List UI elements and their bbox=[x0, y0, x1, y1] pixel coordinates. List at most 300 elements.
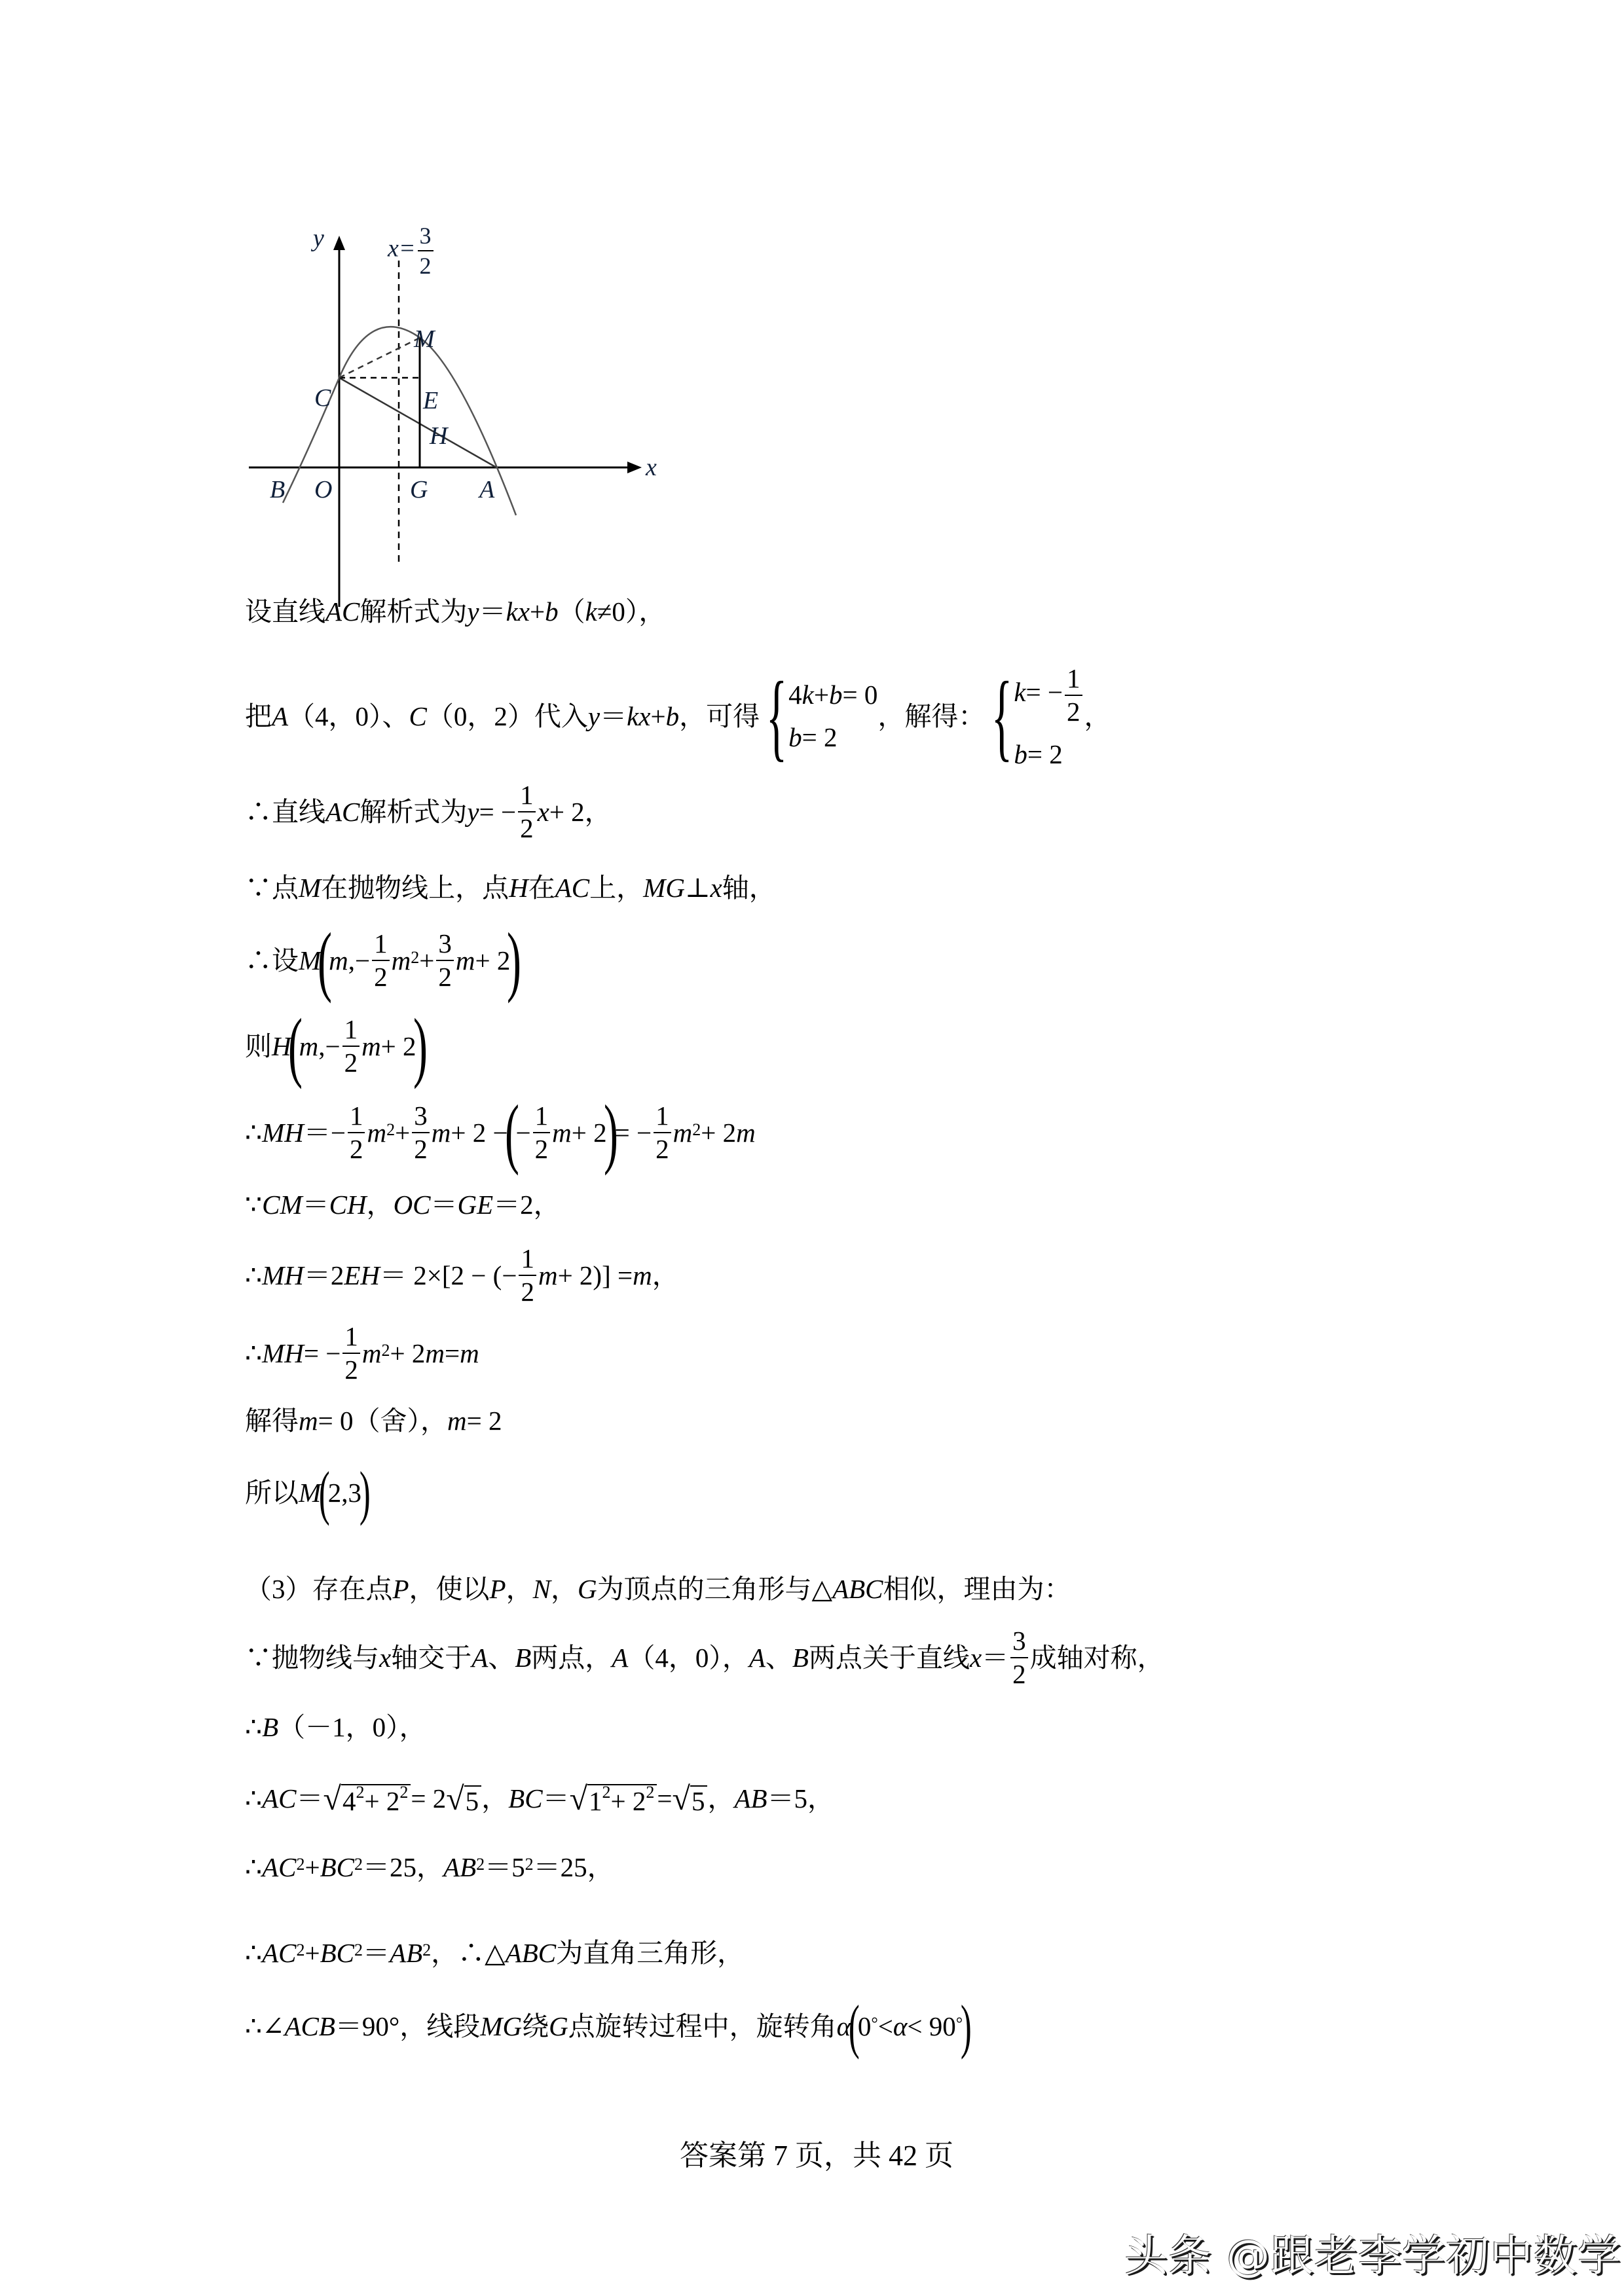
fraction bbox=[348, 1102, 365, 1163]
text-run: ＝ bbox=[302, 1189, 329, 1220]
text-run: ∴ bbox=[245, 1260, 263, 1290]
radical-sign: √ bbox=[323, 1780, 341, 1817]
solution-line bbox=[245, 1933, 744, 1973]
square-root bbox=[673, 1782, 708, 1815]
math-variable: x bbox=[710, 872, 722, 903]
fraction bbox=[436, 930, 454, 991]
denominator: 2 bbox=[414, 1134, 428, 1164]
sym-numerator: 3 bbox=[418, 224, 434, 251]
math-variable: AC bbox=[262, 1851, 297, 1882]
math-variable: m bbox=[673, 1117, 693, 1148]
diagram-svg bbox=[236, 196, 668, 615]
text-run: + 2 bbox=[610, 1786, 646, 1816]
superscript: 2 bbox=[476, 1855, 485, 1874]
system-row bbox=[788, 724, 877, 751]
text-run: = bbox=[657, 1783, 673, 1813]
text-run: ， bbox=[652, 1260, 679, 1290]
math-variable: MH bbox=[262, 1260, 304, 1290]
math-variable: C bbox=[409, 701, 427, 731]
math-variable: AC bbox=[325, 596, 360, 627]
fraction bbox=[654, 1102, 671, 1163]
text-run: ≠0）， bbox=[597, 596, 666, 627]
text-run: ＝ bbox=[542, 1783, 570, 1813]
equation-system bbox=[985, 662, 1084, 771]
superscript: 2 bbox=[692, 1120, 701, 1139]
big-paren: ( bbox=[287, 1002, 303, 1089]
solution-line bbox=[245, 662, 1111, 771]
math-variable: AC bbox=[262, 1937, 297, 1968]
text-run: + 2 bbox=[390, 1338, 426, 1368]
big-paren: ) bbox=[603, 1089, 618, 1176]
math-variable: k bbox=[585, 596, 597, 627]
symmetry-prefix: x= bbox=[388, 234, 416, 263]
superscript: 2 bbox=[296, 1941, 305, 1959]
y-axis-label: y bbox=[313, 225, 324, 252]
math-variable: A bbox=[748, 1642, 766, 1673]
math-variable: AB bbox=[390, 1937, 423, 1968]
math-variable: y bbox=[587, 701, 600, 731]
text-run: 则 bbox=[245, 1030, 272, 1061]
math-variable: CM bbox=[262, 1189, 303, 1220]
text-run: + 2， bbox=[549, 796, 612, 827]
math-variable: AC bbox=[555, 872, 590, 903]
radicand bbox=[464, 1785, 482, 1815]
math-variable: y bbox=[467, 596, 479, 627]
superscript: ° bbox=[871, 2014, 878, 2033]
text-run: ∴ bbox=[245, 1851, 263, 1882]
text-run: + bbox=[304, 1851, 320, 1882]
superscript: 2 bbox=[422, 1941, 432, 1959]
denominator: 2 bbox=[349, 1134, 363, 1164]
equation-system bbox=[760, 662, 878, 771]
text-run: ∴ bbox=[245, 1117, 263, 1148]
math-variable: m bbox=[299, 1405, 318, 1436]
text-run: 5 bbox=[691, 1786, 705, 1816]
math-variable: MG bbox=[480, 2011, 523, 2041]
text-run: 设直线 bbox=[245, 596, 325, 627]
point-A-label: A bbox=[479, 476, 495, 503]
math-variable: H bbox=[272, 1030, 291, 1061]
text-run: ∴∠ bbox=[245, 2011, 285, 2041]
text-run: ， bbox=[366, 1189, 394, 1220]
numerator: 3 bbox=[1010, 1628, 1028, 1658]
text-run: 把 bbox=[245, 701, 272, 731]
math-variable: x bbox=[969, 1642, 982, 1673]
text-run: ＝25， bbox=[363, 1851, 444, 1882]
point-M-label: M bbox=[414, 325, 435, 353]
math-variable: k bbox=[802, 680, 814, 710]
numerator: 1 bbox=[533, 1102, 551, 1133]
solution-line bbox=[245, 1459, 371, 1526]
math-variable: ACB bbox=[284, 2011, 335, 2041]
big-paren: ) bbox=[413, 1002, 428, 1089]
math-variable: m bbox=[391, 945, 411, 975]
text-run: 解析式为 bbox=[360, 596, 468, 627]
fraction bbox=[1010, 1628, 1028, 1688]
text-run: ＝5 bbox=[485, 1851, 525, 1882]
math-variable: P bbox=[489, 1573, 506, 1604]
paren: ) bbox=[961, 1993, 972, 2060]
text-run: = − bbox=[614, 1117, 652, 1148]
superscript: 2 bbox=[646, 1783, 655, 1802]
point-H-label: H bbox=[430, 422, 448, 450]
text-run: （0，2）代入 bbox=[426, 701, 588, 731]
math-variable: m bbox=[329, 945, 348, 975]
fraction bbox=[342, 1323, 360, 1383]
text-run: ＝2， bbox=[493, 1189, 561, 1220]
text-run: ＝ bbox=[479, 596, 506, 627]
text-run: 4 bbox=[342, 1786, 356, 1816]
system-row bbox=[788, 682, 877, 708]
denominator: 2 bbox=[520, 813, 534, 843]
text-run: 上， bbox=[589, 872, 644, 903]
text-run: 相似，理由为： bbox=[883, 1573, 1071, 1604]
text-run: = 2 bbox=[802, 722, 838, 752]
fraction bbox=[342, 1016, 360, 1076]
sym-denominator: 2 bbox=[419, 253, 432, 279]
superscript: 2 bbox=[525, 1855, 534, 1874]
radical-sign: √ bbox=[569, 1780, 588, 1817]
text-run: = 0 bbox=[842, 680, 878, 710]
superscript: 2 bbox=[354, 1941, 363, 1959]
text-run: ， bbox=[1084, 701, 1111, 731]
fraction bbox=[519, 1245, 536, 1305]
system-row bbox=[1014, 665, 1084, 725]
text-run: ,− bbox=[348, 945, 371, 975]
math-variable: b bbox=[545, 596, 559, 627]
math-variable: kx bbox=[506, 596, 530, 627]
page-footer: 答案第 7 页，共 42 页 bbox=[680, 2140, 953, 2172]
math-variable: MH bbox=[262, 1338, 304, 1368]
superscript: 2 bbox=[356, 1783, 365, 1802]
solution-line bbox=[245, 780, 612, 843]
text-run: ∴直线 bbox=[245, 796, 325, 827]
text-run: = 2 bbox=[1027, 738, 1063, 769]
text-run: 两点， bbox=[531, 1642, 612, 1673]
superscript: 2 bbox=[602, 1783, 611, 1802]
math-variable: B bbox=[515, 1642, 532, 1673]
math-variable: x bbox=[379, 1642, 392, 1673]
solution-line bbox=[245, 868, 776, 907]
text-run: 解析式为 bbox=[360, 796, 468, 827]
solution-line bbox=[245, 592, 665, 631]
text-run: 在 bbox=[528, 872, 555, 903]
numerator: 1 bbox=[372, 930, 390, 961]
solution-line bbox=[245, 1185, 561, 1224]
text-run: 在抛物线上，点 bbox=[321, 872, 509, 903]
text-run: 2,3 bbox=[327, 1477, 362, 1508]
math-variable: m bbox=[431, 1117, 451, 1148]
text-run: 轴交于 bbox=[391, 1642, 472, 1673]
point-E-label: E bbox=[423, 387, 439, 414]
math-variable: y bbox=[467, 796, 479, 827]
text-run: ∵抛物线与 bbox=[245, 1642, 379, 1673]
text-run: 解得 bbox=[245, 1405, 299, 1436]
math-variable: AC bbox=[325, 796, 360, 827]
text-run: = 0（舍）， bbox=[318, 1405, 447, 1436]
denominator: 2 bbox=[438, 962, 452, 992]
system-rows bbox=[1014, 665, 1084, 768]
solution-line bbox=[245, 917, 522, 1004]
superscript: 2 bbox=[381, 1341, 390, 1360]
text-run: + bbox=[530, 596, 545, 627]
math-variable: b bbox=[828, 680, 843, 710]
text-run: ，∴△ bbox=[431, 1937, 506, 1968]
text-run: ∴ bbox=[245, 1711, 263, 1742]
watermark: 头条 @跟老李学初中数学 bbox=[1124, 2231, 1621, 2281]
text-run: = bbox=[444, 1338, 460, 1368]
math-variable: M bbox=[299, 1477, 322, 1508]
square-root bbox=[570, 1782, 657, 1815]
square-root bbox=[323, 1782, 411, 1815]
math-variable: EH bbox=[344, 1260, 380, 1290]
text-run: 轴， bbox=[722, 872, 776, 903]
math-variable: α bbox=[836, 2011, 851, 2041]
text-run: 成轴对称， bbox=[1029, 1642, 1164, 1673]
numerator: 3 bbox=[436, 930, 454, 961]
fraction bbox=[533, 1102, 551, 1163]
math-variable: m bbox=[736, 1117, 756, 1148]
text-run: ＝− bbox=[303, 1117, 346, 1148]
point-O-label: O bbox=[314, 476, 333, 503]
text-run: + 2 − bbox=[451, 1117, 508, 1148]
math-variable: m bbox=[633, 1260, 652, 1290]
radicand bbox=[587, 1784, 657, 1815]
math-variable: GE bbox=[457, 1189, 494, 1220]
fraction bbox=[1065, 665, 1082, 725]
math-variable: A bbox=[612, 1642, 629, 1673]
math-variable: α bbox=[893, 2011, 908, 2041]
math-variable: A bbox=[272, 701, 289, 731]
text-run: （4，0）， bbox=[628, 1642, 749, 1673]
fraction bbox=[518, 782, 536, 842]
text-run: = 2 bbox=[411, 1783, 447, 1813]
math-variable: BC bbox=[508, 1783, 543, 1813]
text-run: = − bbox=[1025, 676, 1063, 707]
big-paren: ) bbox=[507, 917, 522, 1004]
solution-line bbox=[245, 1002, 428, 1089]
big-paren: ( bbox=[318, 917, 333, 1004]
superscript: 2 bbox=[399, 1783, 409, 1802]
math-variable: G bbox=[577, 1573, 597, 1604]
point-B-label: B bbox=[270, 476, 286, 503]
superscript: 2 bbox=[386, 1120, 396, 1139]
paren: ( bbox=[319, 1459, 330, 1526]
solution-line bbox=[245, 1626, 1164, 1689]
text-run: 为顶点的三角形与△ bbox=[597, 1573, 833, 1604]
math-variable: ABC bbox=[832, 1573, 883, 1604]
math-variable: B bbox=[792, 1642, 809, 1673]
system-row bbox=[1014, 738, 1084, 769]
text-run: + bbox=[395, 1117, 411, 1148]
text-run: （3）存在点 bbox=[245, 1573, 393, 1604]
text-run: ∴ bbox=[245, 1937, 263, 1968]
radicand bbox=[690, 1785, 708, 1815]
denominator: 2 bbox=[344, 1355, 358, 1385]
paren: ) bbox=[359, 1459, 371, 1526]
text-run: ＝2 bbox=[303, 1260, 344, 1290]
text-run: ∴设 bbox=[245, 945, 299, 975]
math-variable: ABC bbox=[505, 1937, 557, 1968]
math-variable: AB bbox=[734, 1783, 767, 1813]
text-run: 所以 bbox=[245, 1477, 299, 1508]
math-variable: m bbox=[447, 1405, 467, 1436]
text-run: （ bbox=[558, 596, 585, 627]
text-run: 点旋转过程中，旋转角 bbox=[568, 2011, 837, 2041]
text-run: 两点关于直线 bbox=[808, 1642, 970, 1673]
math-variable: H bbox=[509, 872, 528, 903]
solution-line bbox=[245, 1848, 614, 1887]
text-run: ＝ bbox=[430, 1189, 458, 1220]
text-run: 、 bbox=[765, 1642, 792, 1673]
text-run: ＝ 2×[2 − (− bbox=[380, 1260, 517, 1290]
superscript: 2 bbox=[296, 1855, 305, 1874]
solution-line bbox=[245, 1993, 972, 2060]
math-variable: AC bbox=[262, 1783, 297, 1813]
numerator: 3 bbox=[412, 1102, 430, 1133]
math-variable: OC bbox=[393, 1189, 431, 1220]
text-run: ＝ bbox=[600, 701, 627, 731]
numerator: 1 bbox=[342, 1016, 360, 1047]
text-run: + bbox=[650, 701, 666, 731]
solution-line bbox=[245, 1401, 502, 1440]
text-run: + bbox=[419, 945, 435, 975]
math-variable: MG bbox=[643, 872, 685, 903]
x-axis-label: x bbox=[646, 454, 657, 481]
text-run: （－1，0）， bbox=[278, 1711, 426, 1742]
text-run: ∵点 bbox=[245, 872, 299, 903]
math-variable: CH bbox=[329, 1189, 367, 1220]
text-run: ， bbox=[481, 1783, 509, 1813]
math-variable: M bbox=[299, 945, 322, 975]
fraction bbox=[412, 1102, 430, 1163]
text-run: 为直角三角形， bbox=[556, 1937, 745, 1968]
denominator: 2 bbox=[1012, 1659, 1026, 1689]
text-run: − bbox=[515, 1117, 531, 1148]
text-run: ＝ bbox=[363, 1937, 390, 1968]
math-variable: b bbox=[1014, 738, 1027, 769]
text-run: + 2)] = bbox=[557, 1260, 633, 1290]
math-variable: b bbox=[788, 722, 802, 752]
solution-line bbox=[245, 1089, 756, 1176]
math-variable: A bbox=[471, 1642, 489, 1673]
text-run: 4 bbox=[788, 680, 802, 710]
text-run: ⊥ bbox=[684, 872, 710, 903]
numerator: 1 bbox=[348, 1102, 365, 1133]
math-variable: m bbox=[552, 1117, 572, 1148]
text-run: + 2 bbox=[380, 1030, 416, 1061]
math-variable: M bbox=[299, 872, 322, 903]
math-variable: x bbox=[537, 796, 549, 827]
math-variable: b bbox=[665, 701, 680, 731]
math-variable: N bbox=[532, 1573, 551, 1604]
text-run: < bbox=[877, 2011, 893, 2041]
text-run: + bbox=[813, 680, 829, 710]
math-variable: B bbox=[262, 1711, 279, 1742]
text-run: 绕 bbox=[522, 2011, 549, 2041]
text-run: ＝25， bbox=[533, 1851, 614, 1882]
text-run: ＝ bbox=[982, 1642, 1009, 1673]
numerator: 1 bbox=[519, 1245, 536, 1276]
point-G-label: G bbox=[410, 476, 428, 503]
numerator: 1 bbox=[518, 782, 536, 812]
text-run: （4，0）、 bbox=[288, 701, 409, 731]
math-variable: m bbox=[361, 1338, 382, 1368]
text-run: = − bbox=[479, 796, 517, 827]
text-run: ,− bbox=[318, 1030, 341, 1061]
text-run: + 2 bbox=[475, 945, 511, 975]
text-run: ＝90°，线段 bbox=[335, 2011, 481, 2041]
big-paren: ( bbox=[504, 1089, 519, 1176]
superscript: 2 bbox=[411, 948, 420, 967]
superscript: ° bbox=[955, 2014, 963, 2033]
superscript: 2 bbox=[354, 1855, 363, 1874]
solution-line bbox=[245, 1569, 1071, 1609]
numerator: 1 bbox=[1065, 665, 1082, 696]
math-variable: m bbox=[460, 1338, 479, 1368]
text-run: = 2 bbox=[466, 1405, 502, 1436]
denominator: 2 bbox=[655, 1134, 669, 1164]
math-variable: G bbox=[549, 2011, 568, 2041]
math-variable: m bbox=[538, 1260, 558, 1290]
denominator: 2 bbox=[344, 1048, 358, 1078]
text-run: ， bbox=[550, 1573, 578, 1604]
radicand bbox=[341, 1784, 411, 1815]
math-variable: m bbox=[361, 1030, 381, 1061]
denominator: 2 bbox=[374, 962, 388, 992]
fraction bbox=[372, 930, 390, 991]
left-brace: { bbox=[766, 662, 788, 771]
text-run: ， bbox=[707, 1783, 735, 1813]
math-variable: MH bbox=[262, 1117, 304, 1148]
point-C-label: C bbox=[314, 384, 331, 412]
denominator: 2 bbox=[1067, 696, 1080, 727]
numerator: 1 bbox=[654, 1102, 671, 1133]
solution-line bbox=[245, 1707, 426, 1747]
text-run: ∵ bbox=[245, 1189, 263, 1220]
symmetry-fraction bbox=[418, 224, 434, 278]
symmetry-axis-label bbox=[388, 224, 435, 278]
math-variable: BC bbox=[320, 1937, 355, 1968]
text-run: 1 bbox=[589, 1786, 602, 1816]
text-run: 5 bbox=[465, 1786, 479, 1816]
text-run: ，使以 bbox=[409, 1573, 490, 1604]
paren: ( bbox=[849, 1993, 860, 2060]
text-run: 、 bbox=[488, 1642, 515, 1673]
text-run: ，可得 bbox=[679, 701, 760, 731]
text-run: + 2 bbox=[701, 1117, 737, 1148]
solution-line bbox=[245, 1321, 479, 1385]
solution-line bbox=[245, 1779, 834, 1818]
numerator: 1 bbox=[342, 1323, 360, 1354]
system-rows bbox=[788, 682, 877, 751]
radical-sign: √ bbox=[446, 1780, 464, 1817]
text-run: ∴ bbox=[245, 1338, 263, 1368]
math-variable: m bbox=[299, 1030, 319, 1061]
math-variable: P bbox=[392, 1573, 409, 1604]
solution-line bbox=[245, 1243, 679, 1307]
denominator: 2 bbox=[521, 1277, 534, 1307]
text-run: 0 bbox=[857, 2011, 872, 2041]
math-variable: BC bbox=[320, 1851, 355, 1882]
text-run: ， bbox=[506, 1573, 533, 1604]
math-variable: m bbox=[455, 945, 475, 975]
text-run: = − bbox=[303, 1338, 341, 1368]
text-run: ＝5， bbox=[767, 1783, 835, 1813]
text-run: < 90 bbox=[907, 2011, 956, 2041]
square-root bbox=[446, 1782, 481, 1815]
left-brace: { bbox=[991, 662, 1013, 771]
